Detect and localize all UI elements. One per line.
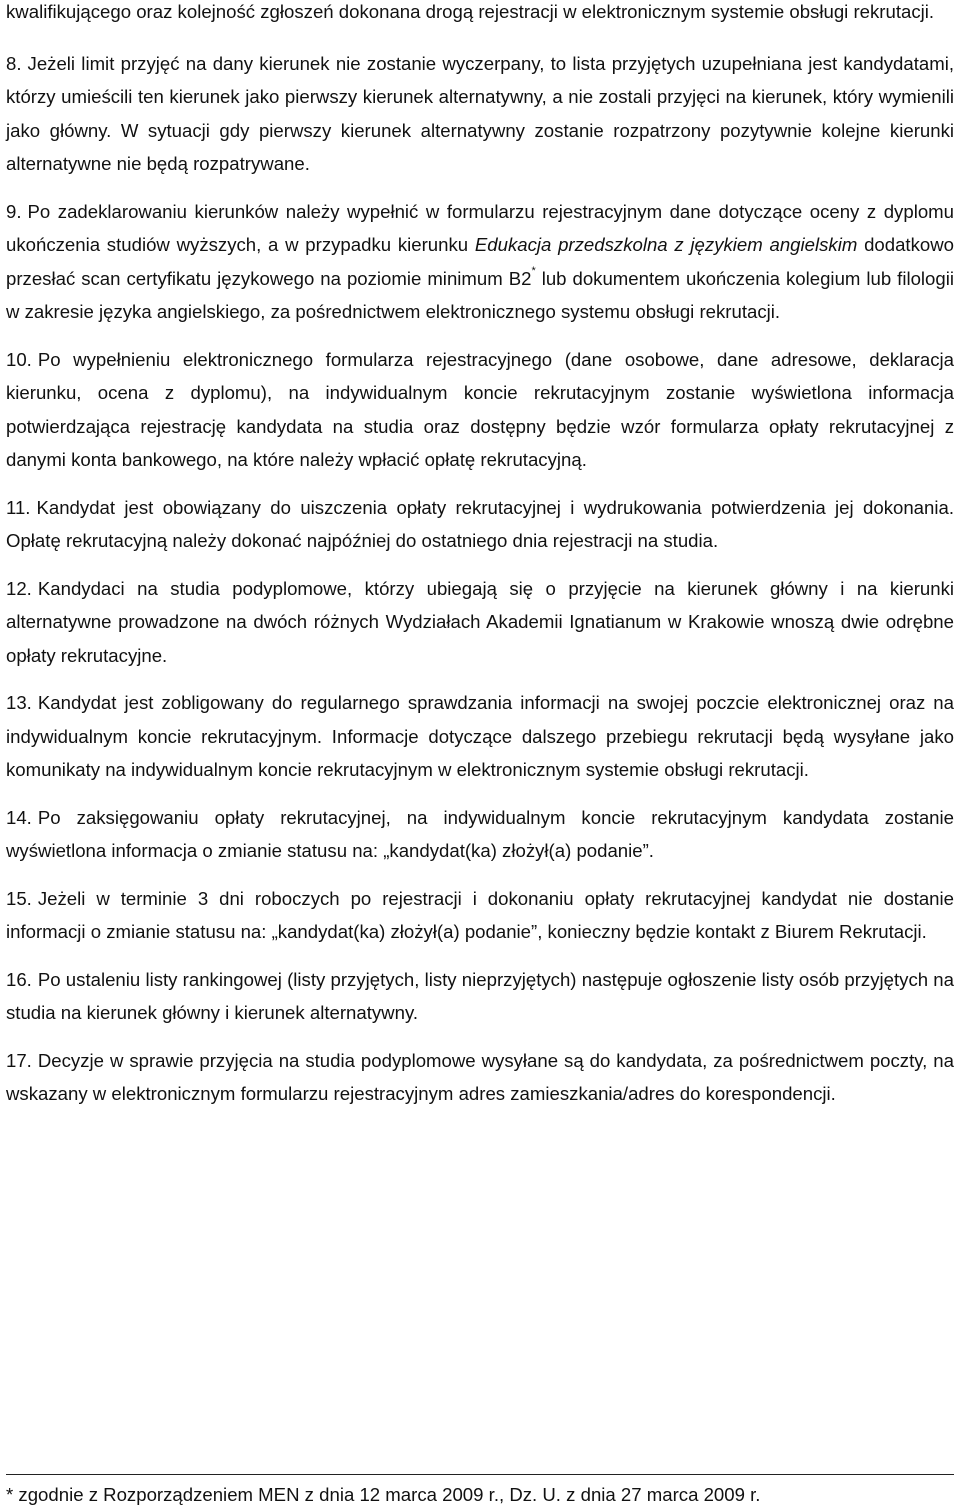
paragraph-text: Kandydat jest zobligowany do regularnego sprawdzania informacji na swojej poczcie elektronicznej oraz na indywidualnym koncie rekrutacyjnym. Informacje dotyczące dalszego przebiegu rekrutacji będą wysyłane jako komunikaty na indywidualnym koncie rekrutacyjnym w elektronicznym systemie obsługi rekrutacji.	[6, 692, 954, 780]
paragraph-text: Po zaksięgowaniu opłaty rekrutacyjnej, na indywidualnym koncie rekrutacyjnym kandydata zostanie wyświetlona informacja o zmianie statusu na: „kandydat(ka) złożył(a) podanie”.	[6, 806, 954, 861]
paragraph-15	[6, 882, 954, 949]
paragraph-number: 17.	[6, 1049, 32, 1071]
paragraph-text: Decyzje w sprawie przyjęcia na studia podyplomowe wysyłane są do kandydata, za pośrednictwem poczty, na wskazany w elektronicznym formularzu rejestracyjnym adres zamieszkania/adres do korespondencji.	[6, 1049, 954, 1104]
paragraph-16	[6, 963, 954, 1030]
footnote-divider	[6, 1474, 954, 1475]
paragraph-number: 12.	[6, 577, 32, 599]
paragraph-11	[6, 491, 954, 558]
paragraph-7-continuation	[6, 0, 954, 29]
paragraph-8	[6, 47, 954, 181]
paragraph-number: 10.	[6, 348, 32, 370]
footnote-marker: *	[531, 265, 536, 278]
paragraph-number: 14.	[6, 806, 32, 828]
paragraph-17	[6, 1044, 954, 1111]
paragraph-text: Po ustaleniu listy rankingowej (listy przyjętych, listy nieprzyjętych) następuje ogłoszenie listy osób przyjętych na studia na kierunek główny i kierunek alternatywny.	[6, 968, 954, 1023]
paragraph-text-part-a: Po zadeklarowaniu kierunków należy wypełnić w formularzu rejestracyjnym dane dotyczące oceny z dyplomu ukończenia studiów wyższych, a w przypadku kierunku	[6, 200, 954, 255]
paragraph-text: Kandydaci na studia podyplomowe, którzy ubiegają się o przyjęcie na kierunek główny i na kierunki alternatywne prowadzone na dwóch różnych Wydziałach Akademii Ignatianum w Krakowie wnoszą dwie odrębne opłaty rekrutacyjne.	[6, 577, 954, 666]
paragraph-number: 8.	[6, 52, 22, 74]
paragraph-9	[6, 195, 954, 329]
paragraph-number: 15.	[6, 887, 32, 909]
paragraph-text: Jeżeli w terminie 3 dni roboczych po rejestracji i dokonaniu opłaty rekrutacyjnej kandydat nie dostanie informacji o zmianie statusu na: „kandydat(ka) złożył(a) podanie”, konieczny będzie kontakt z Biurem Rekrutacji.	[6, 887, 954, 942]
paragraph-number: 16.	[6, 968, 32, 990]
paragraph-text: Jeżeli limit przyjęć na dany kierunek nie zostanie wyczerpany, to lista przyjętych uzupełniana jest kandydatami, którzy umieścili ten kierunek jako pierwszy kierunek alternatywny, a nie zostali przyjęci na kierunek, który wymienili jako główny. W sytuacji gdy pierwszy kierunek alternatywny zostanie rozpatrzony pozytywnie kolejne kierunki alternatywne nie będą rozpatrywane.	[6, 52, 954, 174]
course-name-italic: Edukacja przedszkolna z językiem angielskim	[474, 234, 858, 255]
paragraph-text: Po wypełnieniu elektronicznego formularza rejestracyjnego (dane osobowe, dane adresowe, deklaracja kierunku, ocena z dyplomu), na indywidualnym koncie rekrutacyjnym zostanie wyświetlona informacja potwierdzająca rejestrację kandydata na studia oraz dostępny będzie wzór formularza opłaty rekrutacyjnej z danymi konta bankowego, na które należy wpłacić opłatę rekrutacyjną.	[6, 348, 954, 470]
paragraph-13	[6, 686, 954, 787]
footnote	[6, 1482, 954, 1508]
paragraph-number: 9.	[6, 200, 22, 222]
paragraph-text: kwalifikującego oraz kolejność zgłoszeń dokonana drogą rejestracji w elektronicznym systemie obsługi rekrutacji.	[6, 1, 935, 22]
paragraph-text: Kandydat jest obowiązany do uiszczenia opłaty rekrutacyjnej i wydrukowania potwierdzenia jej dokonania. Opłatę rekrutacyjną należy dokonać najpóźniej do ostatniego dnia rejestracji na studia.	[6, 496, 954, 551]
document-body	[6, 0, 954, 1125]
footnote-text: * zgodnie z Rozporządzeniem MEN z dnia 12 marca 2009 r., Dz. U. z dnia 27 marca 2009 r.	[6, 1484, 761, 1505]
paragraph-text-part-b: dodatkowo przesłać scan certyfikatu językowego na poziomie minimum B2	[6, 234, 955, 289]
paragraph-12	[6, 572, 954, 673]
paragraph-number: 13.	[6, 692, 32, 713]
paragraph-14	[6, 801, 954, 868]
paragraph-text-part-c: lub dokumentem ukończenia kolegium lub filologii w zakresie języka angielskiego, za pośrednictwem elektronicznego systemu obsługi rekrutacji.	[6, 267, 954, 322]
paragraph-10	[6, 343, 954, 477]
paragraph-number: 11.	[6, 496, 31, 518]
